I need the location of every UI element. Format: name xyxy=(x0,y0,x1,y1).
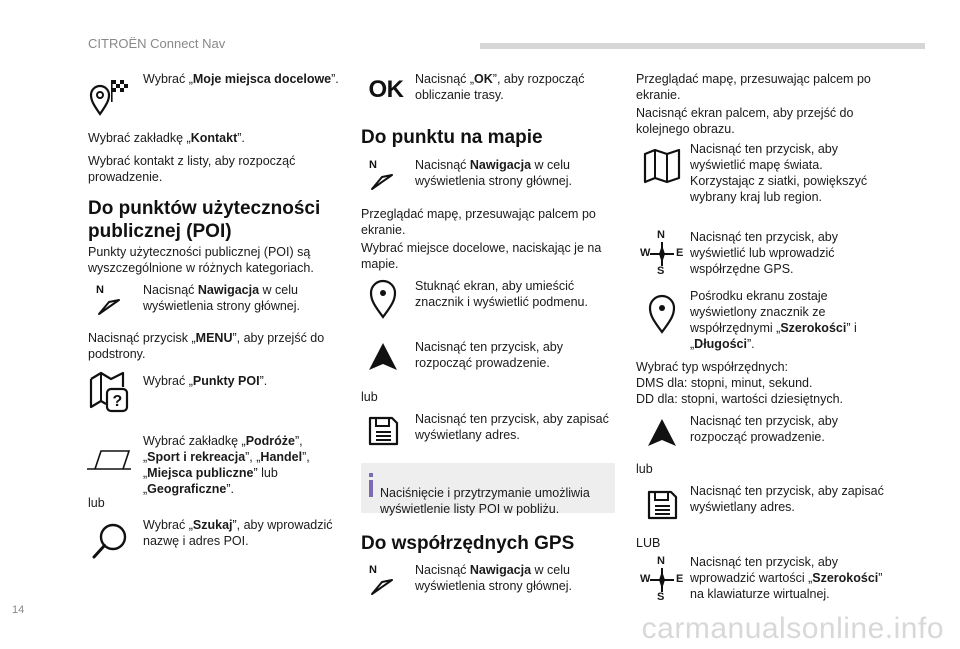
ok-button-icon: OK xyxy=(368,76,404,103)
map-pin-icon xyxy=(640,291,684,335)
svg-text:?: ? xyxy=(112,393,123,410)
text-enter-latitude: Nacisnąć ten przycisk, aby wprowadzić wartości „Szerokości” na klawiaturze wirtualnej. xyxy=(690,555,883,601)
text-tap-screen-marker: Stuknąć ekran, aby umieścić znacznik i wyświetlić podmenu. xyxy=(415,279,588,309)
section-title-map-point: Do punktu na mapie xyxy=(361,127,543,148)
svg-text:N: N xyxy=(369,159,377,171)
text-browse-map: Przeglądać mapę, przesuwając palcem po ekranie. xyxy=(361,207,596,237)
info-note-text: Naciśnięcie i przytrzymanie umożliwia wyświetlenie listy POI w pobliżu. xyxy=(380,485,590,516)
page-number: 14 xyxy=(12,604,25,616)
text-press-navigation-1: Nacisnąć Nawigacja w celu wyświetlenia strony głównej. xyxy=(143,283,301,313)
search-icon xyxy=(88,519,132,563)
text-save-address-2: Nacisnąć ten przycisk, aby zapisać wyświetlany adres. xyxy=(690,484,884,514)
start-guidance-icon xyxy=(361,335,405,379)
save-address-icon xyxy=(361,409,405,453)
running-header: CITROËN Connect Nav xyxy=(88,36,226,51)
text-press-screen-next: Nacisnąć ekran palcem, aby przejść do kolejnego obrazu. xyxy=(636,106,854,136)
info-icon xyxy=(369,473,373,497)
text-lub-col1: lub xyxy=(88,496,105,510)
text-coordinate-type: Wybrać typ współrzędnych: DMS dla: stopni, minut, sekund. DD dla: stopni, wartości dziesiętnych. xyxy=(636,360,844,406)
watermark: carmanualsonline.info xyxy=(641,612,944,645)
navigation-icon xyxy=(361,153,405,197)
poi-map-question-icon xyxy=(88,369,132,413)
text-press-ok: Nacisnąć „OK”, aby rozpocząć obliczanie trasy. xyxy=(415,72,585,102)
text-select-my-destinations: Wybrać „Moje miejsca docelowe”. xyxy=(143,72,339,86)
svg-text:N: N xyxy=(96,284,104,296)
info-note-box xyxy=(361,463,615,516)
svg-text:N: N xyxy=(369,564,377,576)
text-select-contact-tab: Wybrać zakładkę „Kontakt”. xyxy=(88,131,245,145)
text-select-category-tabs: Wybrać zakładkę „Podróże”, „Sport i rekreacja”, „Handel”, „Miejsca publiczne” lub „Geograficzne”. xyxy=(143,434,310,496)
destination-flag-icon xyxy=(88,74,132,118)
text-poi-categories: Punkty użyteczności publicznej (POI) są wyszczególnione w różnych kategoriach. xyxy=(88,245,314,275)
text-start-guidance-1: Nacisnąć ten przycisk, aby rozpocząć prowadzenie. xyxy=(415,340,563,370)
text-lub-col3: lub xyxy=(636,462,653,476)
text-lub-uppercase: LUB xyxy=(636,536,661,550)
text-start-guidance-2: Nacisnąć ten przycisk, aby rozpocząć prowadzenie. xyxy=(690,414,838,444)
text-gps-coordinates: Nacisnąć ten przycisk, aby wyświetlić lub wprowadzić współrzędne GPS. xyxy=(690,230,838,276)
text-save-address-1: Nacisnąć ten przycisk, aby zapisać wyświetlany adres. xyxy=(415,412,609,442)
text-press-navigation-3: Nacisnąć Nawigacja w celu wyświetlenia strony głównej. xyxy=(415,563,573,593)
text-lub-col2: lub xyxy=(361,390,378,404)
text-marker-coordinates: Pośrodku ekranu zostaje wyświetlony znacznik ze współrzędnymi „Szerokości” i „Długości”. xyxy=(690,289,857,351)
gps-compass-icon: N S W E xyxy=(640,229,684,277)
text-world-map: Nacisnąć ten przycisk, aby wyświetlić mapę świata. Korzystając z siatki, powiększyć wybrany kraj lub region. xyxy=(690,142,868,204)
text-browse-map-2: Przeglądać mapę, przesuwając palcem po ekranie. xyxy=(636,72,871,102)
map-pin-icon xyxy=(361,276,405,320)
navigation-icon xyxy=(88,278,132,322)
text-select-contact: Wybrać kontakt z listy, aby rozpocząć prowadzenie. xyxy=(88,154,296,184)
text-select-poi: Wybrać „Punkty POI”. xyxy=(143,374,268,388)
section-title-poi: Do punktów użyteczności publicznej (POI) xyxy=(88,198,321,242)
save-address-icon xyxy=(640,483,684,527)
category-tab-icon xyxy=(84,438,134,482)
world-map-icon xyxy=(640,144,684,188)
gps-compass-icon: N S W E xyxy=(640,555,684,603)
start-guidance-icon xyxy=(640,411,684,455)
header-bar xyxy=(480,43,925,49)
text-select-search: Wybrać „Szukaj”, aby wprowadzić nazwę i adres POI. xyxy=(143,518,333,548)
section-title-gps: Do współrzędnych GPS xyxy=(361,533,575,554)
text-press-navigation-2: Nacisnąć Nawigacja w celu wyświetlenia strony głównej. xyxy=(415,158,573,188)
text-select-destination-map: Wybrać miejsce docelowe, naciskając je na mapie. xyxy=(361,241,602,271)
text-press-menu: Nacisnąć przycisk „MENU”, aby przejść do podstrony. xyxy=(88,331,325,361)
navigation-icon xyxy=(361,558,405,602)
